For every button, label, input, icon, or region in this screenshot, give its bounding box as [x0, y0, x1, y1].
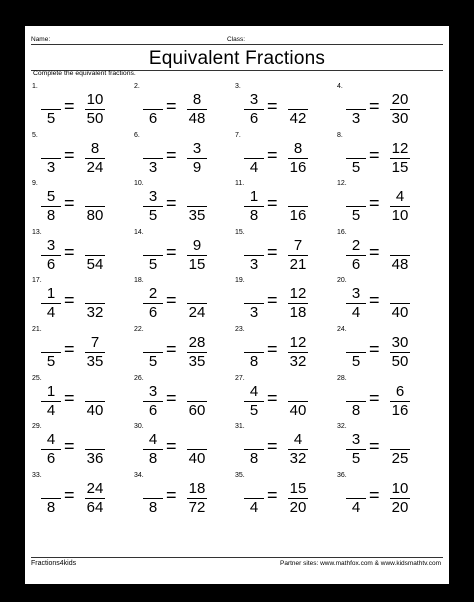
right-numerator[interactable]: 24	[86, 479, 104, 497]
right-fraction	[84, 282, 106, 322]
left-fraction	[40, 185, 62, 225]
left-denominator[interactable]: 5	[351, 207, 361, 225]
right-denominator[interactable]: 40	[391, 304, 409, 322]
worksheet-page	[25, 26, 449, 584]
problem-number: 18.	[134, 277, 144, 285]
problem-2	[134, 83, 234, 133]
problem-number: 11.	[235, 180, 245, 188]
left-denominator[interactable]: 5	[148, 207, 158, 225]
right-numerator[interactable]: 12	[289, 334, 307, 351]
right-numerator[interactable]: 8	[192, 91, 202, 108]
equals-sign: =	[64, 484, 75, 505]
instructions: Complete the equivalent fractions.	[33, 70, 136, 77]
left-numerator[interactable]: 3	[249, 91, 259, 108]
right-denominator[interactable]: 36	[86, 450, 104, 468]
equals-sign: =	[369, 290, 380, 311]
left-denominator[interactable]: 4	[249, 158, 259, 176]
right-denominator[interactable]: 15	[391, 158, 409, 176]
left-denominator[interactable]: 5	[46, 353, 56, 370]
problem-number: 35.	[235, 471, 245, 479]
right-denominator[interactable]: 21	[289, 255, 307, 273]
page-title: Equivalent Fractions	[148, 48, 326, 69]
right-denominator[interactable]: 9	[192, 158, 202, 176]
right-denominator[interactable]: 48	[188, 110, 206, 127]
left-fraction	[142, 137, 164, 177]
left-fraction	[345, 137, 367, 177]
equals-sign: =	[166, 96, 177, 116]
equals-sign: =	[64, 339, 75, 359]
left-fraction	[345, 380, 367, 420]
right-fraction	[389, 88, 411, 128]
left-fraction	[40, 234, 62, 274]
problem-number: 25.	[32, 374, 42, 382]
left-fraction	[142, 282, 164, 322]
left-fraction	[142, 88, 164, 128]
left-fraction	[345, 331, 367, 371]
right-fraction	[84, 477, 106, 517]
equals-sign: =	[64, 241, 75, 262]
problem-number: 13.	[32, 228, 42, 236]
equals-sign: =	[64, 193, 75, 214]
right-fraction	[287, 428, 309, 468]
problem-number: 16.	[337, 228, 347, 236]
left-denominator[interactable]: 5	[351, 353, 361, 370]
right-fraction	[84, 185, 106, 225]
problem-36	[337, 472, 437, 522]
right-fraction	[84, 331, 106, 371]
right-fraction	[84, 88, 106, 128]
right-fraction	[389, 137, 411, 177]
problem-32	[337, 423, 437, 473]
problem-number: 19.	[235, 277, 245, 285]
equals-sign: =	[267, 144, 278, 165]
left-numerator[interactable]: 3	[148, 188, 158, 206]
right-denominator[interactable]: 48	[391, 255, 409, 273]
left-fraction	[243, 137, 265, 177]
right-fraction	[186, 331, 208, 371]
problem-4	[337, 83, 437, 133]
right-numerator[interactable]: 10	[86, 91, 104, 108]
problem-number: 36.	[337, 471, 347, 479]
left-denominator[interactable]: 6	[46, 255, 56, 273]
problem-12	[337, 180, 437, 230]
equals-sign: =	[64, 96, 75, 116]
right-denominator[interactable]: 30	[391, 110, 409, 127]
right-numerator[interactable]: 10	[391, 479, 409, 497]
left-fraction	[345, 88, 367, 128]
left-fraction	[40, 428, 62, 468]
right-denominator[interactable]: 16	[289, 207, 307, 225]
right-denominator[interactable]: 40	[188, 450, 206, 468]
problem-number: 15.	[235, 228, 245, 236]
left-denominator[interactable]: 5	[351, 158, 361, 176]
left-denominator[interactable]: 3	[249, 304, 259, 322]
equals-sign: =	[166, 290, 177, 311]
right-denominator[interactable]: 18	[289, 304, 307, 322]
right-fraction	[186, 234, 208, 274]
right-numerator[interactable]: 7	[90, 334, 100, 351]
left-numerator[interactable]: 2	[148, 285, 158, 303]
right-fraction	[389, 282, 411, 322]
problem-number: 14.	[134, 228, 144, 236]
problem-34	[134, 472, 234, 522]
equals-sign: =	[369, 96, 380, 116]
left-denominator[interactable]: 6	[148, 401, 158, 419]
left-numerator[interactable]: 1	[46, 285, 56, 303]
left-numerator[interactable]: 4	[249, 382, 259, 400]
left-denominator[interactable]: 5	[148, 255, 158, 273]
problem-23	[235, 326, 335, 376]
equals-sign: =	[369, 193, 380, 214]
problem-number: 9.	[32, 180, 38, 188]
problem-10	[134, 180, 234, 230]
left-denominator[interactable]: 6	[148, 110, 158, 127]
problem-number: 17.	[32, 277, 42, 285]
problem-number: 34.	[134, 471, 144, 479]
problem-22	[134, 326, 234, 376]
footer-brand: Fractions4kids	[31, 560, 77, 567]
left-denominator[interactable]: 3	[148, 158, 158, 176]
problem-number: 29.	[32, 423, 42, 431]
left-numerator[interactable]: 1	[249, 188, 259, 206]
problem-27	[235, 375, 335, 425]
problem-19	[235, 277, 335, 327]
right-fraction	[186, 185, 208, 225]
problem-number: 5.	[32, 131, 38, 139]
problem-number: 30.	[134, 423, 144, 431]
problem-number: 1.	[32, 83, 38, 90]
left-numerator[interactable]: 4	[148, 431, 158, 449]
equals-sign: =	[64, 387, 75, 408]
right-denominator[interactable]: 35	[188, 353, 206, 370]
right-denominator[interactable]: 54	[86, 255, 104, 273]
equals-sign: =	[166, 144, 177, 165]
left-fraction	[345, 185, 367, 225]
right-denominator[interactable]: 20	[391, 498, 409, 516]
left-numerator[interactable]: 5	[46, 188, 56, 206]
left-numerator[interactable]: 1	[46, 382, 56, 400]
problem-6	[134, 132, 234, 182]
equals-sign: =	[369, 144, 380, 165]
right-fraction	[84, 234, 106, 274]
left-denominator[interactable]: 6	[148, 304, 158, 322]
right-numerator[interactable]: 12	[289, 285, 307, 303]
left-numerator[interactable]: 3	[148, 382, 158, 400]
left-fraction	[243, 234, 265, 274]
equals-sign: =	[369, 241, 380, 262]
equals-sign: =	[369, 484, 380, 505]
left-fraction	[345, 428, 367, 468]
problem-31	[235, 423, 335, 473]
problem-16	[337, 229, 437, 279]
problem-number: 23.	[235, 326, 245, 333]
left-fraction	[40, 282, 62, 322]
right-fraction	[287, 477, 309, 517]
problem-number: 22.	[134, 326, 144, 333]
right-fraction	[389, 234, 411, 274]
right-numerator[interactable]: 4	[395, 188, 405, 206]
right-fraction	[287, 380, 309, 420]
right-fraction	[389, 380, 411, 420]
left-denominator[interactable]: 5	[46, 110, 56, 127]
equals-sign: =	[267, 484, 278, 505]
right-numerator[interactable]: 30	[391, 334, 409, 351]
problem-5	[32, 132, 132, 182]
equals-sign: =	[267, 436, 278, 457]
equals-sign: =	[267, 241, 278, 262]
problem-number: 8.	[337, 131, 343, 139]
right-denominator[interactable]: 35	[188, 207, 206, 225]
left-denominator[interactable]: 4	[46, 401, 56, 419]
left-fraction	[142, 331, 164, 371]
right-denominator[interactable]: 60	[188, 401, 206, 419]
problem-21	[32, 326, 132, 376]
left-denominator[interactable]: 3	[249, 255, 259, 273]
equals-sign: =	[166, 387, 177, 408]
left-fraction	[142, 477, 164, 517]
equals-sign: =	[166, 484, 177, 505]
left-numerator[interactable]: 3	[351, 431, 361, 449]
left-denominator[interactable]: 8	[46, 498, 56, 516]
right-numerator[interactable]: 9	[192, 236, 202, 254]
right-fraction	[186, 282, 208, 322]
problem-7	[235, 132, 335, 182]
footer-partner-sites: Partner sites: www.mathfox.com & www.kidsmathtv.com	[280, 560, 441, 567]
equals-sign: =	[166, 339, 177, 359]
left-denominator[interactable]: 5	[148, 353, 158, 370]
right-denominator[interactable]: 16	[289, 158, 307, 176]
right-denominator[interactable]: 10	[391, 207, 409, 225]
problem-30	[134, 423, 234, 473]
right-numerator[interactable]: 8	[90, 139, 100, 157]
problem-24	[337, 326, 437, 376]
left-numerator[interactable]: 3	[46, 236, 56, 254]
left-denominator[interactable]: 3	[46, 158, 56, 176]
problem-1	[32, 83, 132, 133]
left-fraction	[40, 477, 62, 517]
right-denominator[interactable]: 40	[289, 401, 307, 419]
problem-number: 4.	[337, 83, 343, 90]
right-denominator[interactable]: 50	[391, 353, 409, 370]
left-denominator[interactable]: 8	[249, 450, 259, 468]
equals-sign: =	[267, 290, 278, 311]
right-denominator[interactable]: 64	[86, 498, 104, 516]
equals-sign: =	[369, 339, 380, 359]
right-fraction	[186, 428, 208, 468]
right-fraction	[389, 185, 411, 225]
left-numerator[interactable]: 3	[351, 285, 361, 303]
equals-sign: =	[369, 436, 380, 457]
left-denominator[interactable]: 5	[249, 401, 259, 419]
right-denominator[interactable]: 40	[86, 401, 104, 419]
right-denominator[interactable]: 20	[289, 498, 307, 516]
equals-sign: =	[166, 241, 177, 262]
left-fraction	[40, 331, 62, 371]
right-denominator[interactable]: 32	[289, 450, 307, 468]
problem-number: 33.	[32, 471, 42, 479]
left-denominator[interactable]: 4	[351, 304, 361, 322]
problem-number: 7.	[235, 131, 241, 139]
left-fraction	[142, 428, 164, 468]
right-fraction	[84, 428, 106, 468]
right-fraction	[287, 282, 309, 322]
right-denominator[interactable]: 80	[86, 207, 104, 225]
left-fraction	[243, 380, 265, 420]
left-denominator[interactable]: 8	[249, 207, 259, 225]
right-denominator[interactable]: 32	[86, 304, 104, 322]
right-denominator[interactable]: 24	[188, 304, 206, 322]
right-fraction	[84, 137, 106, 177]
left-fraction	[243, 282, 265, 322]
problem-number: 3.	[235, 83, 241, 90]
left-numerator[interactable]: 2	[351, 236, 361, 254]
left-fraction	[243, 428, 265, 468]
right-numerator[interactable]: 20	[391, 91, 409, 108]
right-denominator[interactable]: 35	[86, 353, 104, 370]
problem-29	[32, 423, 132, 473]
problem-20	[337, 277, 437, 327]
problem-number: 10.	[134, 180, 144, 188]
left-fraction	[40, 137, 62, 177]
problem-number: 26.	[134, 374, 144, 382]
right-fraction	[287, 185, 309, 225]
right-fraction	[389, 331, 411, 371]
left-fraction	[243, 331, 265, 371]
equals-sign: =	[166, 193, 177, 214]
problem-14	[134, 229, 234, 279]
right-fraction	[84, 380, 106, 420]
problem-8	[337, 132, 437, 182]
left-denominator[interactable]: 8	[148, 450, 158, 468]
problem-9	[32, 180, 132, 230]
equals-sign: =	[267, 96, 278, 116]
problem-number: 2.	[134, 83, 140, 90]
right-fraction	[287, 331, 309, 371]
right-denominator[interactable]: 25	[391, 450, 409, 468]
problem-number: 12.	[337, 180, 347, 188]
problem-3	[235, 83, 335, 133]
problem-11	[235, 180, 335, 230]
equals-sign: =	[369, 387, 380, 408]
right-fraction	[287, 88, 309, 128]
problem-number: 6.	[134, 131, 140, 139]
problem-28	[337, 375, 437, 425]
problem-17	[32, 277, 132, 327]
footer-rule	[31, 557, 443, 558]
problem-25	[32, 375, 132, 425]
right-fraction	[287, 234, 309, 274]
problem-number: 31.	[235, 423, 245, 431]
equals-sign: =	[64, 436, 75, 457]
right-fraction	[389, 477, 411, 517]
right-numerator[interactable]: 3	[192, 139, 202, 157]
left-fraction	[142, 380, 164, 420]
right-numerator[interactable]: 6	[395, 382, 405, 400]
problem-15	[235, 229, 335, 279]
right-fraction	[389, 428, 411, 468]
left-numerator[interactable]: 4	[46, 431, 56, 449]
equals-sign: =	[267, 387, 278, 408]
left-denominator[interactable]: 8	[46, 207, 56, 225]
right-numerator[interactable]: 7	[293, 236, 303, 254]
problem-number: 27.	[235, 374, 245, 382]
problem-number: 20.	[337, 277, 347, 285]
problem-26	[134, 375, 234, 425]
left-fraction	[40, 88, 62, 128]
header-rule	[31, 44, 443, 45]
problem-13	[32, 229, 132, 279]
right-fraction	[186, 477, 208, 517]
right-fraction	[287, 137, 309, 177]
problem-33	[32, 472, 132, 522]
equals-sign: =	[64, 144, 75, 165]
right-denominator[interactable]: 72	[188, 498, 206, 516]
left-fraction	[142, 234, 164, 274]
right-denominator[interactable]: 50	[86, 110, 104, 127]
right-numerator[interactable]: 4	[293, 431, 303, 449]
left-denominator[interactable]: 4	[46, 304, 56, 322]
left-fraction	[345, 234, 367, 274]
right-denominator[interactable]: 32	[289, 353, 307, 370]
right-fraction	[186, 137, 208, 177]
right-numerator[interactable]: 15	[289, 479, 307, 497]
left-denominator[interactable]: 6	[249, 110, 259, 127]
right-fraction	[186, 88, 208, 128]
left-fraction	[142, 185, 164, 225]
right-denominator[interactable]: 15	[188, 255, 206, 273]
right-numerator[interactable]: 12	[391, 139, 409, 157]
problem-35	[235, 472, 335, 522]
right-numerator[interactable]: 28	[188, 334, 206, 351]
equals-sign: =	[166, 436, 177, 457]
problem-number: 28.	[337, 374, 347, 382]
left-denominator[interactable]: 8	[148, 498, 158, 516]
equals-sign: =	[267, 193, 278, 214]
right-fraction	[186, 380, 208, 420]
left-denominator[interactable]: 8	[249, 353, 259, 370]
left-denominator[interactable]: 8	[351, 401, 361, 419]
name-label: Name:	[31, 36, 51, 43]
problem-18	[134, 277, 234, 327]
left-denominator[interactable]: 4	[249, 498, 259, 516]
right-numerator[interactable]: 18	[188, 479, 206, 497]
left-denominator[interactable]: 6	[351, 255, 361, 273]
problem-number: 21.	[32, 326, 42, 333]
left-fraction	[40, 380, 62, 420]
right-denominator[interactable]: 42	[289, 110, 307, 127]
equals-sign: =	[267, 339, 278, 359]
left-denominator[interactable]: 3	[351, 110, 361, 127]
right-denominator[interactable]: 24	[86, 158, 104, 176]
equals-sign: =	[64, 290, 75, 311]
left-denominator[interactable]: 6	[46, 450, 56, 468]
left-fraction	[243, 185, 265, 225]
left-fraction	[345, 477, 367, 517]
left-denominator[interactable]: 4	[351, 498, 361, 516]
left-fraction	[345, 282, 367, 322]
problem-number: 24.	[337, 326, 347, 333]
left-fraction	[243, 88, 265, 128]
right-denominator[interactable]: 16	[391, 401, 409, 419]
left-fraction	[243, 477, 265, 517]
problem-number: 32.	[337, 423, 347, 431]
right-numerator[interactable]: 8	[293, 139, 303, 157]
left-denominator[interactable]: 5	[351, 450, 361, 468]
class-label: Class:	[227, 36, 246, 43]
